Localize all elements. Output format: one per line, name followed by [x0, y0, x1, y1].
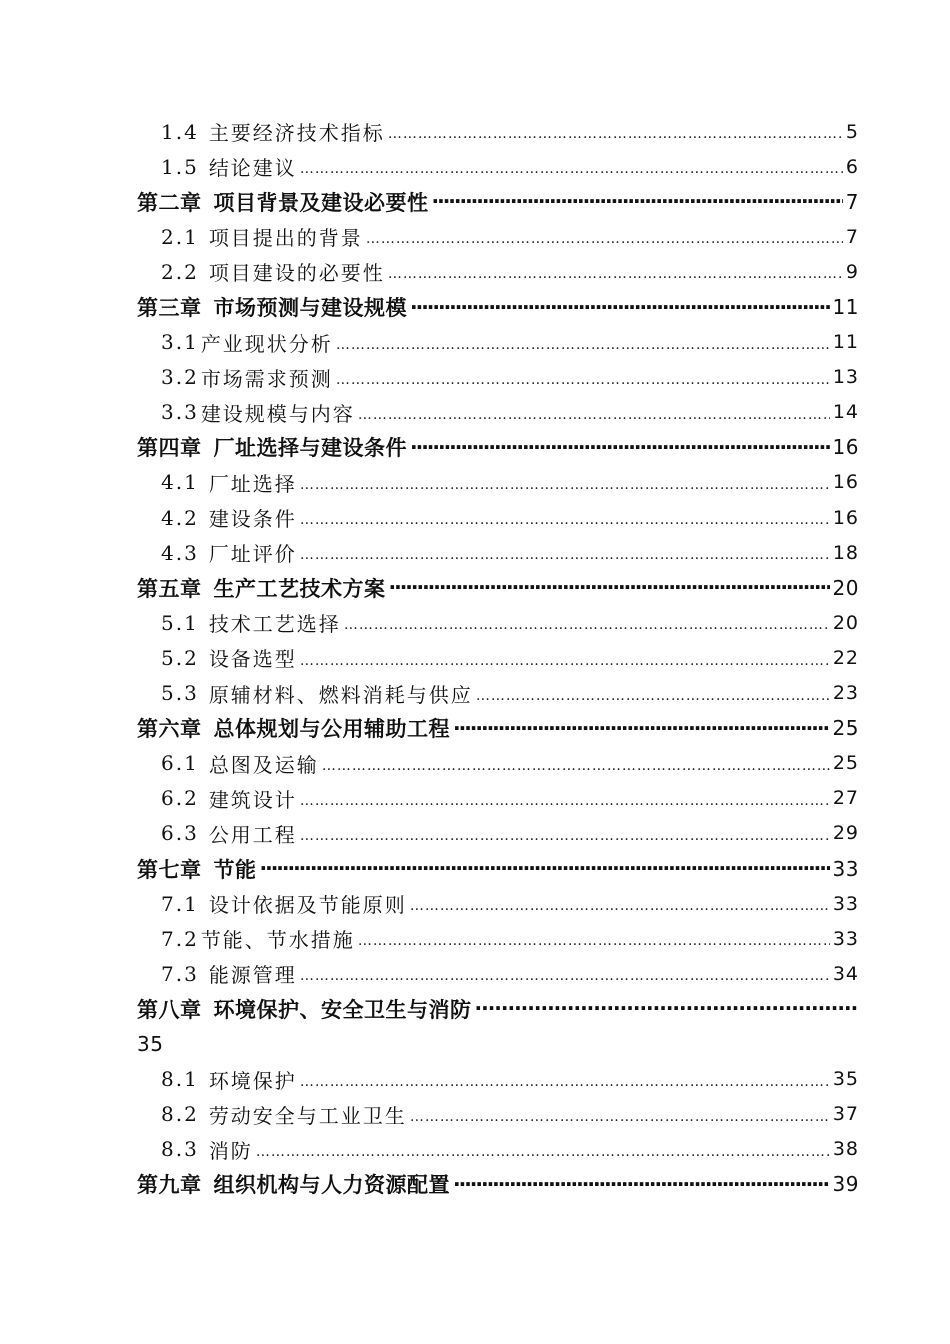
toc-chapter-2[interactable]	[137, 184, 859, 219]
dot-leader	[300, 149, 843, 184]
toc-chapter-4[interactable]	[137, 430, 859, 465]
toc-entry-page: 22	[832, 646, 859, 669]
toc-entry-number: 3.3	[161, 400, 199, 425]
toc-chapter-page: 20	[832, 575, 859, 600]
toc-entry-8-2[interactable]	[137, 1097, 859, 1132]
toc-entry-7-1[interactable]	[137, 886, 859, 921]
toc-entry-number: 6.2	[161, 786, 199, 811]
dot-leader	[344, 605, 830, 640]
toc-entry-title: 产业现状分析	[200, 331, 333, 356]
toc-entry-page: 16	[832, 471, 859, 494]
dot-leader	[336, 360, 830, 395]
dot-leader	[300, 535, 830, 570]
dot-leader	[358, 395, 830, 430]
toc-entry-8-1[interactable]	[137, 1062, 859, 1097]
toc-entry-number: 3.2	[161, 365, 199, 390]
toc-entry-page: 33	[832, 927, 859, 950]
toc-entry-1-4[interactable]	[137, 114, 859, 149]
dot-leader	[300, 465, 830, 500]
toc-chapter-number: 第六章	[137, 717, 202, 742]
toc-entry-title: 环境保护	[208, 1068, 297, 1093]
toc-entry-title: 技术工艺选择	[208, 612, 341, 637]
dot-leader	[260, 851, 830, 886]
dot-leader	[322, 746, 830, 781]
toc-entry-7-3[interactable]	[137, 956, 859, 991]
dot-leader	[389, 570, 830, 605]
toc-entry-title: 总图及运输	[208, 752, 319, 777]
dot-leader	[410, 886, 830, 921]
dot-leader	[476, 676, 830, 711]
toc-entry-page: 25	[832, 752, 859, 775]
toc-chapter-page: 7	[845, 189, 859, 214]
toc-entry-page: 7	[845, 225, 859, 248]
toc-entry-5-2[interactable]	[137, 640, 859, 675]
toc-entry-number: 5.2	[161, 645, 199, 670]
dot-leader	[300, 816, 830, 851]
table-of-contents	[137, 114, 859, 1202]
toc-entry-page: 34	[832, 962, 859, 985]
toc-chapter-page: 39	[832, 1172, 859, 1197]
dot-leader	[366, 219, 843, 254]
toc-entry-number: 8.3	[161, 1137, 199, 1162]
toc-entry-number: 7.3	[161, 961, 199, 986]
toc-entry-number: 2.1	[161, 224, 199, 249]
toc-chapter-6[interactable]	[137, 711, 859, 746]
toc-entry-title: 能源管理	[208, 963, 297, 988]
toc-chapter-number: 第三章	[137, 296, 202, 321]
toc-entry-title: 原辅材料、燃料消耗与供应	[208, 682, 473, 707]
toc-entry-title: 市场需求预测	[200, 366, 333, 391]
toc-chapter-title: 市场预测与建设规模	[213, 296, 407, 321]
toc-entry-number: 4.2	[161, 505, 199, 530]
toc-chapter-9[interactable]	[137, 1167, 859, 1202]
toc-chapter-3[interactable]	[137, 289, 859, 324]
toc-entry-page: 18	[832, 541, 859, 564]
dot-leader	[388, 254, 843, 289]
toc-entry-page: 29	[832, 822, 859, 845]
dot-leader	[388, 114, 843, 149]
dot-leader	[300, 500, 830, 535]
dot-leader	[410, 1097, 830, 1132]
toc-chapter-number: 第二章	[137, 190, 202, 215]
toc-entry-7-2[interactable]	[137, 921, 859, 956]
toc-entry-title: 建筑设计	[208, 787, 297, 812]
toc-chapter-number: 第四章	[137, 436, 202, 461]
toc-chapter-8[interactable]	[137, 991, 859, 1061]
dot-leader	[256, 1132, 830, 1167]
toc-chapter-page: 11	[832, 295, 859, 320]
toc-entry-title: 消防	[208, 1138, 253, 1163]
toc-entry-title: 设备选型	[208, 647, 297, 672]
toc-chapter-number: 第七章	[137, 857, 202, 882]
toc-entry-2-2[interactable]	[137, 254, 859, 289]
toc-entry-title: 主要经济技术指标	[208, 121, 385, 146]
dot-leader	[300, 956, 830, 991]
dot-leader	[410, 289, 830, 324]
toc-chapter-title: 总体规划与公用辅助工程	[213, 717, 450, 742]
dot-leader	[453, 1167, 830, 1202]
toc-chapter-title: 项目背景及建设必要性	[213, 190, 429, 215]
dot-leader	[475, 991, 860, 1026]
toc-entry-4-3[interactable]	[137, 535, 859, 570]
toc-entry-page: 33	[832, 892, 859, 915]
toc-chapter-7[interactable]	[137, 851, 859, 886]
toc-chapter-page: 35	[137, 1031, 164, 1056]
toc-chapter-number: 第九章	[137, 1173, 202, 1198]
toc-entry-number: 1.4	[161, 119, 199, 144]
toc-entry-number: 2.2	[161, 259, 199, 284]
toc-entry-page: 35	[832, 1068, 859, 1091]
dot-leader	[336, 325, 830, 360]
toc-entry-number: 7.2	[161, 926, 199, 951]
toc-entry-title: 节能、节水措施	[200, 928, 355, 953]
dot-leader	[453, 711, 830, 746]
dot-leader	[300, 640, 830, 675]
toc-chapter-title: 节能	[213, 857, 257, 882]
toc-entry-4-1[interactable]	[137, 465, 859, 500]
toc-chapter-5[interactable]	[137, 570, 859, 605]
dot-leader	[432, 184, 843, 219]
toc-entry-number: 4.1	[161, 470, 199, 495]
toc-entry-title: 设计依据及节能原则	[208, 893, 407, 918]
toc-entry-number: 6.3	[161, 821, 199, 846]
toc-entry-page: 14	[832, 401, 859, 424]
toc-chapter-line	[137, 1026, 859, 1061]
toc-entry-number: 1.5	[161, 154, 199, 179]
toc-entry-title: 结论建议	[208, 156, 297, 181]
toc-entry-title: 厂址评价	[208, 542, 297, 567]
toc-entry-page: 27	[832, 787, 859, 810]
toc-chapter-title: 厂址选择与建设条件	[213, 436, 407, 461]
toc-entry-page: 37	[832, 1103, 859, 1126]
toc-entry-page: 6	[845, 155, 859, 178]
toc-entry-number: 5.3	[161, 681, 199, 706]
toc-entry-6-2[interactable]	[137, 781, 859, 816]
toc-entry-1-5[interactable]	[137, 149, 859, 184]
toc-entry-title: 公用工程	[208, 822, 297, 847]
dot-leader	[410, 430, 830, 465]
toc-entry-3-2[interactable]	[137, 360, 859, 395]
toc-entry-number: 6.1	[161, 751, 199, 776]
toc-entry-page: 13	[832, 366, 859, 389]
toc-entry-page: 23	[832, 682, 859, 705]
toc-entry-number: 5.1	[161, 610, 199, 635]
toc-entry-5-3[interactable]	[137, 676, 859, 711]
toc-entry-page: 9	[845, 260, 859, 283]
toc-chapter-number: 第五章	[137, 576, 202, 601]
toc-chapter-page: 33	[832, 856, 859, 881]
dot-leader	[358, 921, 830, 956]
toc-entry-5-1[interactable]	[137, 605, 859, 640]
toc-entry-number: 7.1	[161, 891, 199, 916]
dot-leader	[300, 1062, 830, 1097]
toc-entry-page: 11	[832, 331, 859, 354]
toc-entry-page: 5	[845, 120, 859, 143]
toc-entry-number: 4.3	[161, 540, 199, 565]
toc-entry-page: 38	[832, 1138, 859, 1161]
toc-chapter-page: 16	[832, 435, 859, 460]
toc-entry-8-3[interactable]	[137, 1132, 859, 1167]
toc-entry-page: 16	[832, 506, 859, 529]
toc-entry-4-2[interactable]	[137, 500, 859, 535]
toc-entry-title: 厂址选择	[208, 471, 297, 496]
toc-chapter-title: 生产工艺技术方案	[213, 576, 386, 601]
toc-entry-title: 建设规模与内容	[200, 401, 355, 426]
toc-entry-page: 20	[832, 611, 859, 634]
toc-entry-number: 8.1	[161, 1067, 199, 1092]
toc-entry-3-3[interactable]	[137, 395, 859, 430]
toc-entry-2-1[interactable]	[137, 219, 859, 254]
toc-entry-6-1[interactable]	[137, 746, 859, 781]
toc-entry-title: 劳动安全与工业卫生	[208, 1103, 407, 1128]
toc-entry-3-1[interactable]	[137, 325, 859, 360]
toc-chapter-page: 25	[832, 716, 859, 741]
toc-chapter-line	[137, 991, 859, 1026]
toc-entry-6-3[interactable]	[137, 816, 859, 851]
toc-entry-title: 项目提出的背景	[208, 226, 363, 251]
toc-entry-title: 建设条件	[208, 507, 297, 532]
toc-chapter-title: 环境保护、安全卫生与消防	[213, 997, 472, 1022]
dot-leader	[300, 781, 830, 816]
toc-entry-number: 8.2	[161, 1102, 199, 1127]
toc-chapter-title: 组织机构与人力资源配置	[213, 1173, 450, 1198]
toc-entry-number: 3.1	[161, 330, 199, 355]
toc-entry-title: 项目建设的必要性	[208, 261, 385, 286]
toc-chapter-number: 第八章	[137, 997, 202, 1022]
